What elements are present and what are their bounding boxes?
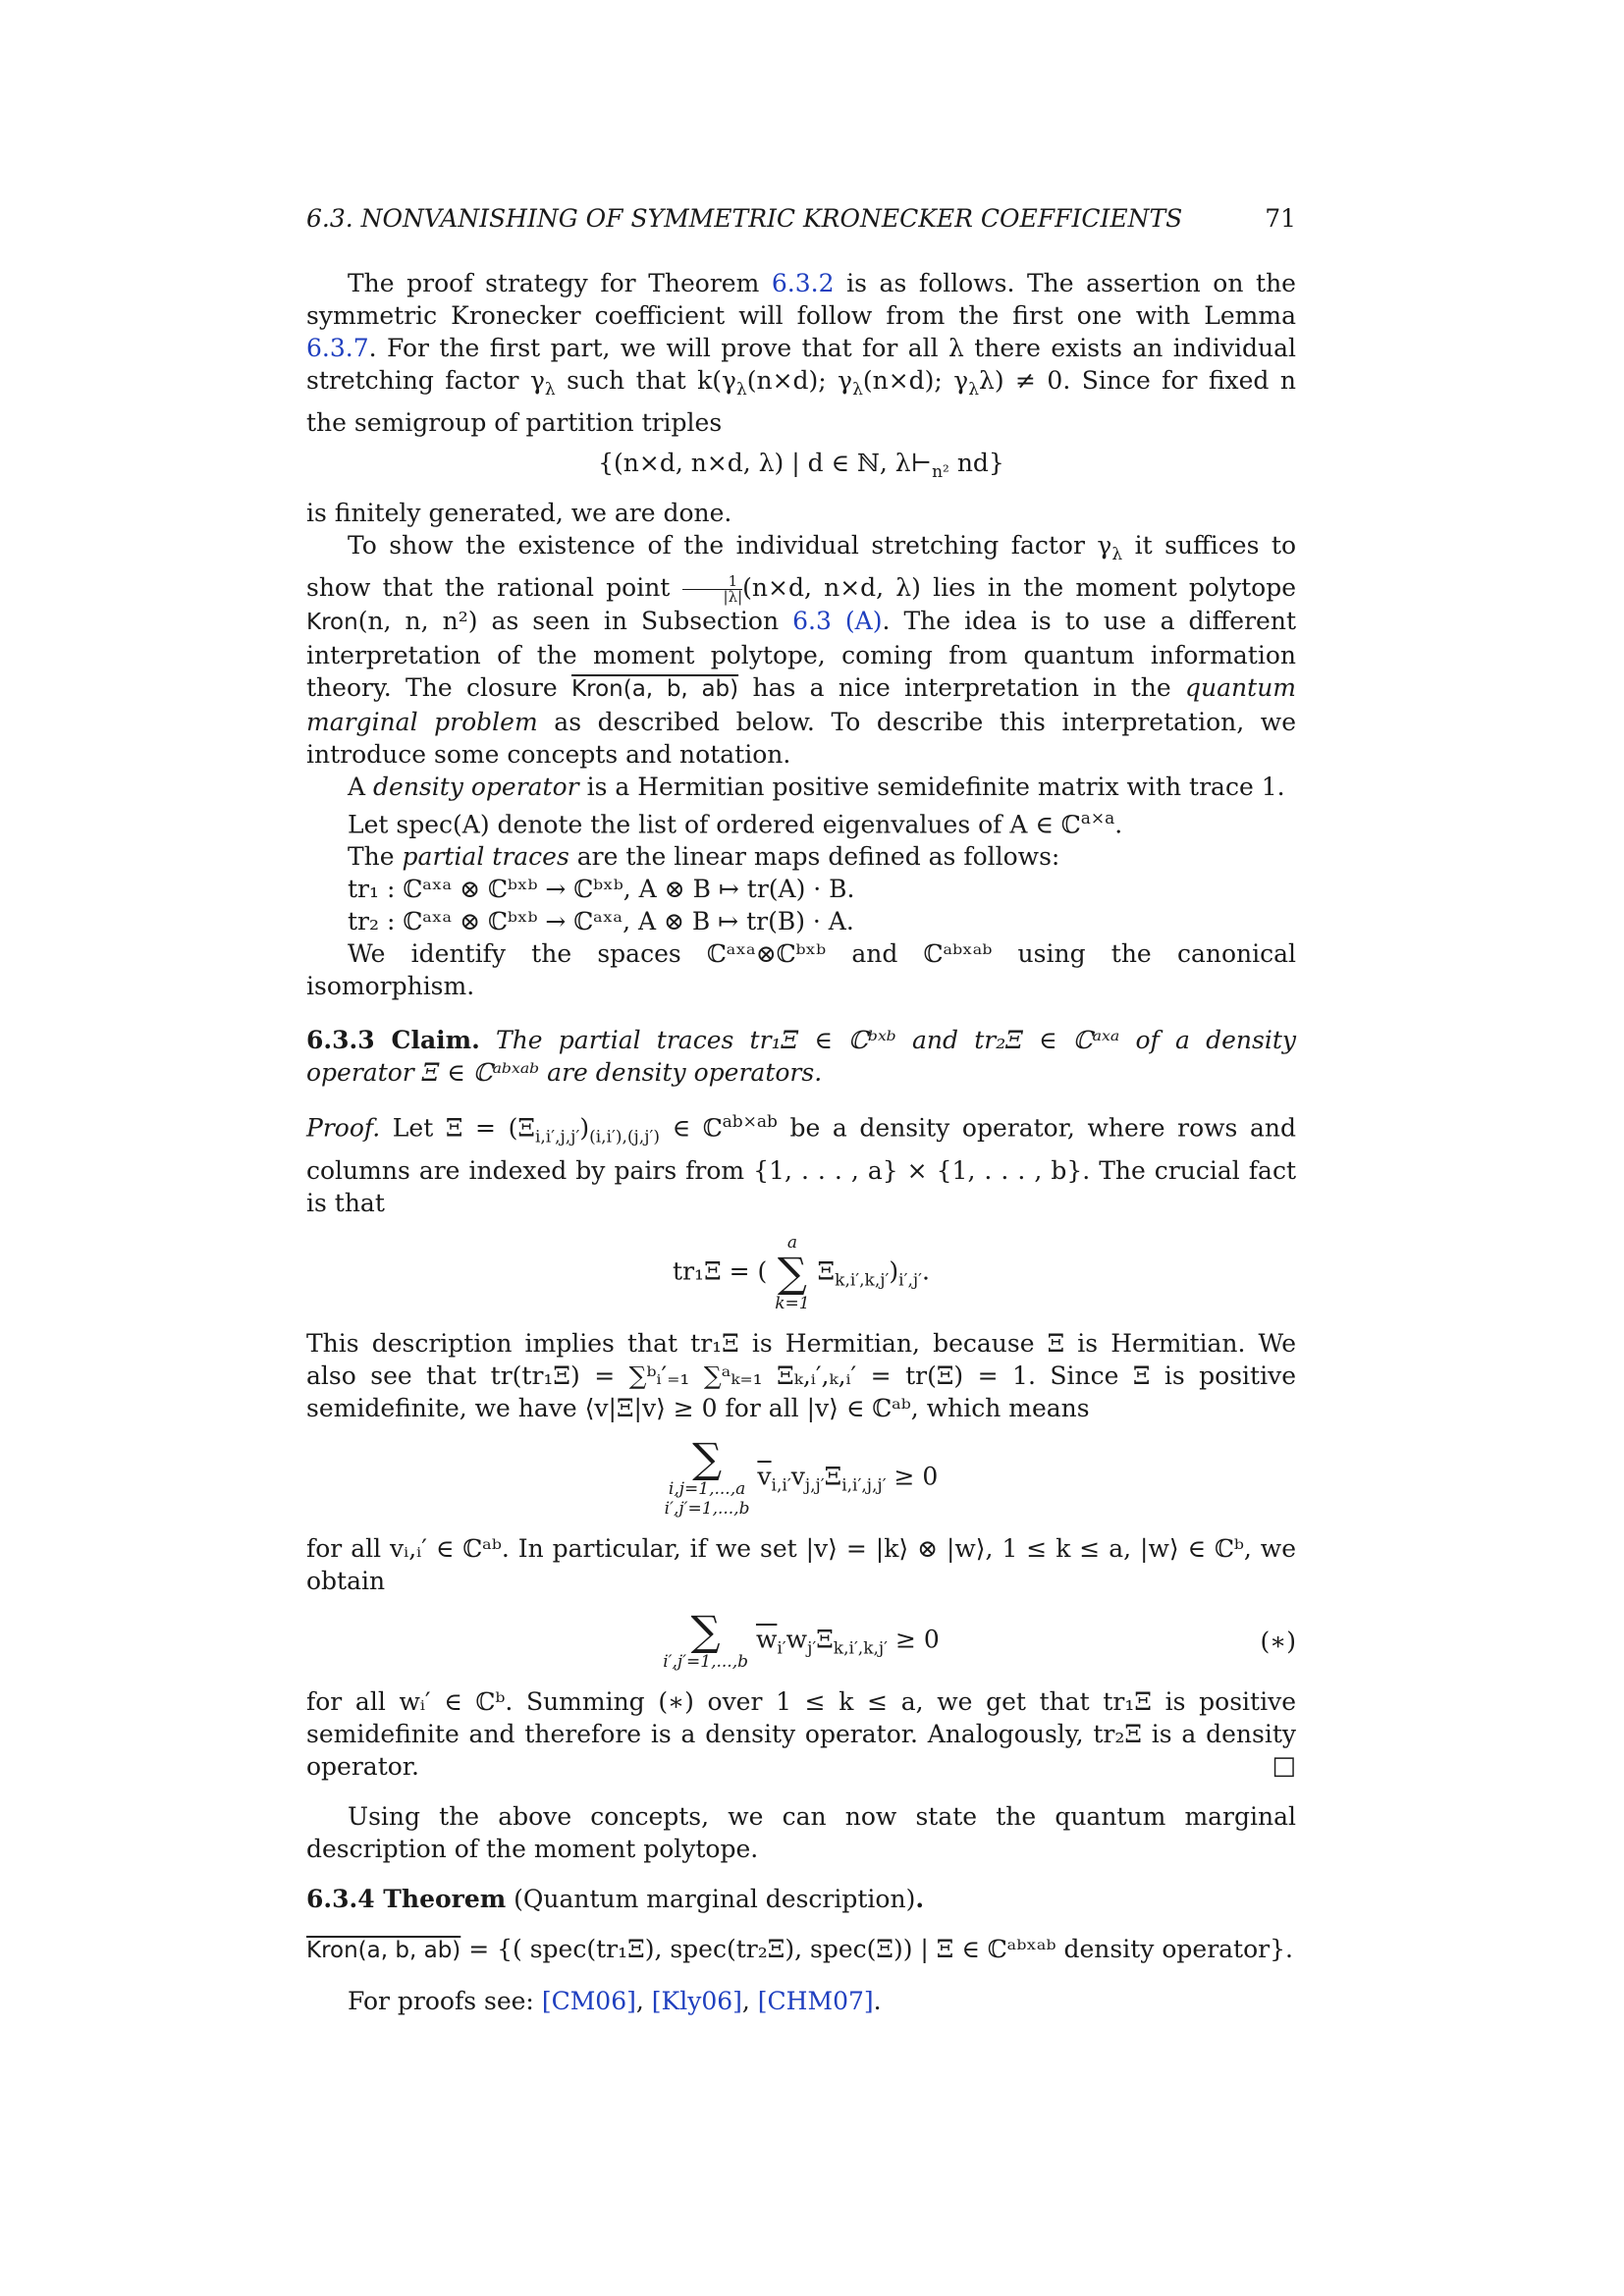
theorem-equation: Kron(a, b, ab) = {( spec(tr₁Ξ), spec(tr₂Ξ), spec(Ξ)) | Ξ ∈ ℂᵃᵇˣᵃᵇ density operator}. — [306, 1934, 1293, 1963]
ref-cm06[interactable]: [CM06] — [541, 1986, 636, 2015]
paragraph-finitely-generated: is finitely generated, we are done. — [306, 499, 732, 527]
paragraph-in-particular: for all vᵢ,ᵢ′ ∈ ℂᵃᵇ. In particular, if we set |v⟩ = |k⟩ ⊗ |w⟩, 1 ≤ k ≤ a, |w⟩ ∈ ℂᵇ, we obtain — [306, 1533, 1296, 1595]
partition-triples-set: {(n×d, n×d, λ) | d ∈ ℕ, $\lambda⊢_{n^2}$ nd} — [598, 449, 1004, 482]
theorem-title: (Quantum marginal description) — [506, 1884, 916, 1913]
ref-subsection-6-3-a[interactable]: 6.3 (A) — [792, 607, 883, 635]
paragraph-spec: Let spec(A) denote the list of ordered eigenvalues of A ∈ ℂ$^{a\times a}$. — [348, 809, 1123, 839]
paragraph-density-operator: A density operator is a Hermitian positive semidefinite matrix with trace 1. — [348, 773, 1285, 801]
sum-symbol: ∑ i,j=1,...,a i′,j′=1,...,b — [664, 1433, 750, 1519]
sum-symbol: ∑ i′,j′=1,...,b — [663, 1606, 748, 1672]
running-header — [306, 204, 1296, 233]
section-title: 6.3. NONVANISHING OF SYMMETRIC KRONECKER COEFFICIENTS — [306, 204, 1183, 233]
equation-star: ∑ i′,j′=1,...,b $\overline{w}_{i'}w_{j'}\Xi_{k,i',k,j'} \ge 0$ (∗) — [663, 1606, 1296, 1672]
sum-symbol: a ∑ k=1 — [775, 1232, 810, 1313]
proof-start: Proof. Let $\Xi = (\Xi_{i,i',j,j'})_{(i,i'),(j,j')}$ ∈ ℂ$^{ab\times ab}$ be a density operator, where rows and columns are indexed by pairs from {1, . . . , a} × {1, . . . , b}. The crucial fact is that — [306, 1112, 1296, 1217]
definition-tr2: tr₂ : ℂᵃˣᵃ ⊗ ℂᵇˣᵇ → ℂᵃˣᵃ, A ⊗ B ↦ tr(B) · A. — [348, 907, 854, 936]
proof-label: Proof. — [306, 1113, 381, 1143]
paragraph-using-concepts: Using the above concepts, we can now state the quantum marginal description of the moment polytope. — [306, 1801, 1296, 1863]
paragraph-partial-traces: The partial traces are the linear maps defined as follows: — [348, 842, 1060, 872]
kron-symbol: Kron — [306, 610, 358, 635]
theorem-label: 6.3.4 Theorem — [306, 1884, 507, 1913]
claim-6-3-3 — [306, 1024, 1296, 1089]
ref-chm07[interactable]: [CHM07] — [757, 1986, 874, 2015]
paragraph-references: For proofs see: [CM06], [Kly06], [CHM07]. — [348, 1986, 882, 2015]
theorem-6-3-4: 6.3.4 Theorem (Quantum marginal description). — [306, 1884, 925, 1913]
paragraph-summing: for all wᵢ′ ∈ ℂᵇ. Summing (∗) over 1 ≤ k ≤ a, we get that tr₁Ξ is positive semidefinite and therefore is a density operator. Analogously, tr₂Ξ is a density operator. □ — [306, 1686, 1296, 1781]
paragraph-identify-spaces: We identify the spaces ℂᵃˣᵃ⊗ℂᵇˣᵇ and ℂᵃᵇˣᵃᵇ using the canonical isomorphism. — [306, 939, 1296, 1001]
claim-label: 6.3.3 Claim. — [306, 1026, 480, 1055]
paragraph-hermitian: This description implies that tr₁Ξ is Hermitian, because Ξ is Hermitian. We also see that tr(tr₁Ξ) = ∑ᵇᵢ′₌₁ ∑ᵃₖ₌₁ Ξₖ,ᵢ′,ₖ,ᵢ′ = tr(Ξ) = 1. Since Ξ is positive semidefinite, we have ⟨v|Ξ|v⟩ ≥ 0 for all |v⟩ ∈ ℂᵃᵇ, which means — [306, 1328, 1296, 1422]
paragraph-proof-strategy: The proof strategy for Theorem 6.3.2 is as follows. The assertion on the symmetric Kronecker coefficient will follow from the first one with Lemma 6.3.7. For the first part, we will prove that for all λ there exists an individual stretching factor $\gamma_\lambda$ such that $k(\gamma_\lambda(n\times d)$; $\gamma_\lambda(n\times d)$; $\gamma_\lambda\lambda) \ne 0$. Since for fixed n the semigroup of partition triples — [306, 269, 1296, 437]
paragraph-stretching-factor: To show the existence of the individual stretching factor $\gamma_\lambda$ it suffices to show that the rational point $\frac{1}{|\lambda|}$ (n×d, n×d, λ) lies in the moment polytope Kron(n, n, n²) as seen in Subsection 6.3 (A). The idea is to use a different interpretation of the moment polytope, coming from quantum information theory. The closure Kron(a, b, ab) has a nice interpretation in the quantum marginal problem as described below. To describe this interpretation, we introduce some concepts and notation. — [306, 531, 1297, 769]
equation-tr1-xi: tr₁Ξ = ( a ∑ k=1 $\Xi_{k,i',k,j'})_{i',j'}$. — [673, 1232, 930, 1313]
equation-positive-semidefinite: ∑ i,j=1,...,a i′,j′=1,...,b $\overline{v}_{i,i'}v_{j,j'}\Xi_{i,i',j,j'} \ge 0$ — [664, 1433, 939, 1519]
equation-label-star: (∗) — [1260, 1627, 1296, 1656]
claim-text: The partial traces tr₁Ξ ∈ ℂᵇˣᵇ and tr₂Ξ ∈ ℂᵃˣᵃ of a density operator Ξ ∈ ℂᵃᵇˣᵃᵇ are density operators. — [306, 1026, 1297, 1088]
ref-lemma-6-3-7[interactable]: 6.3.7 — [306, 334, 369, 362]
qed-box: □ — [1272, 1750, 1296, 1781]
definition-tr1: tr₁ : ℂᵃˣᵃ ⊗ ℂᵇˣᵇ → ℂᵇˣᵇ, A ⊗ B ↦ tr(A) · B. — [348, 875, 855, 904]
ref-theorem-6-3-2[interactable]: 6.3.2 — [771, 269, 835, 297]
fraction-one-over-lambda: $\frac{1}{|\lambda|}$ — [682, 574, 743, 605]
kron-closure: Kron(a, b, ab) — [571, 676, 739, 702]
kron-closure-lhs: Kron(a, b, ab) — [306, 1937, 461, 1963]
page-number: 71 — [1265, 204, 1296, 233]
page-body — [306, 267, 1296, 2017]
ref-kly06[interactable]: [Kly06] — [651, 1986, 742, 2015]
